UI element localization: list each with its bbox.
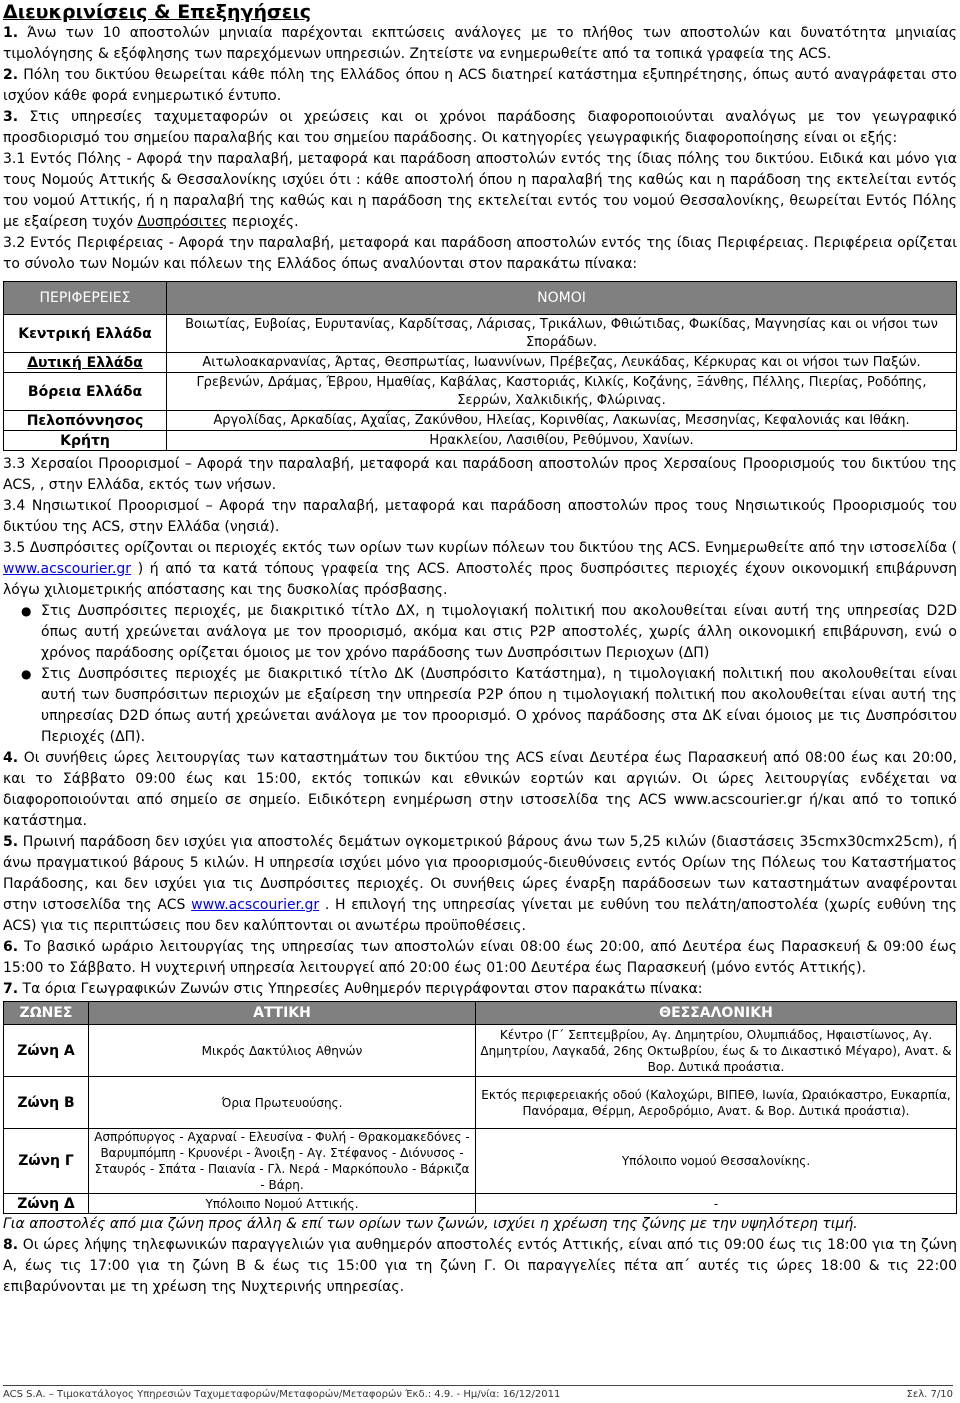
paragraph-2: 2. Πόλη του δικτύου θεωρείται κάθε πόλη της Ελλάδος όπου η ACS διατηρεί κατάστημα εξυπηρέτησης, όπως αυτό αναγράφεται στο ισχύον κάθε φορά ενημερωτικό έντυπο. [3,67,957,104]
regions-table [3,281,957,451]
table-row: Δυτική Ελλάδα Αιτωλοακαρνανίας, Άρτας, Θεσπρωτίας, Ιωαννίνων, Πρέβεζας, Λευκάδας, Κέρκυρας και οι νήσοι των Παξών. [4,353,957,373]
paragraph-8: 8. Οι ώρες λήψης τηλεφωνικών παραγγελιών για αυθημερόν αποστολές εντός Αττικής, είναι από τις 09:00 έως τις 18:00 για τη ζώνη Α, έως τις 17:00 για τη ζώνη Β & έως τις 15:00 για τη ζώνη Γ. Οι παραγγελίες πέτα απ΄ αυτές τις ώρες 18:00 & τις 22:00 επιβαρύνονται με τη χρέωση της Νυχτερινής υπηρεσίας. [3,1237,957,1295]
table-row: Ζώνη Γ Ασπρόπυργος - Αχαρναί - Ελευσίνα - Φυλή - Θρακομακεδόνες - Βαρυμπόμπη - Κρυονέρι - Άνοιξη - Αγ. Στέφανος - Διόνυσος - Σταυρός - Σπάτα - Παιανία - Γλ. Νερά - Μαρκόπουλο - Βάρκιζα - Βάρη. Υπόλοιπο νομού Θεσσαλονίκης. [4,1129,957,1194]
list-item: ● Στις Δυσπρόσιτες περιοχές, με διακριτικό τίτλο ΔΧ, η τιμολογιακή πολιτική που ακολουθείται είναι αυτή της υπηρεσίας D2D όπως αυτή χρεώνεται ανάλογα με τον προορισμό, ακόμα και στις P2P αποστολές, χωρίς άλλη οικονομική επιβάρυνση, ενώ ο χρόνος παράδοσης ορίζεται όμοιος με τον χρόνο παράδοσης των Δυσπρόσιτων Περιοχων (ΔΠ) [21,603,957,661]
paragraph-5: 5. Πρωινή παράδοση δεν ισχύει για αποστολές δεμάτων ογκομετρικού βάρους άνω των 5,25 κιλών (διαστάσεις 35cmx30cmx25cm), ή άνω πραγματικού βάρους 5 κιλών. Η υπηρεσία ισχύει μόνο για προορισμούς-διευθύνσεις εντός Ορίων της Πόλεως του Καταστήματος Παράδοσης, και δεν ισχύει για τις Δυσπρόσιτες περιοχές. Οι συνήθεις ώρες έναρξη παράδοσεων των καταστημάτων αναφέρονται στην ιστοσελίδα της ACS www.acscourier.gr . Η επιλογή της υπηρεσίας γίνεται με ευθύνη του πελάτη/αποστολέα (χωρίς ευθύνη της ACS) για τις περιπτώσεις που δεν καλύπτονται οι ανωτέρω προϋποθέσεις. [3,834,958,934]
footer-doc-info: ACS S.A. – Τιμοκατάλογος Υπηρεσιών Ταχυμεταφορών/Μεταφορών/Μεταφορών Έκδ.: 4.9. - Ημ/νία: 16/12/2011 [3,1389,561,1400]
bullet-icon: ● [21,604,32,618]
list-item: ● Στις Δυσπρόσιτες περιοχές με διακριτικό τίτλο ΔΚ (Δυσπρόσιτο Κατάστημα), η τιμολογιακή πολιτική που ακολουθείται είναι αυτή των δυσπρόσιτων περιοχών με εξαίρεση την υπηρεσία P2P όπου η τιμολογιακή πολιτική που ακολουθείται είναι αυτή της υπηρεσίας D2D όπως αυτή χρεώνεται ανάλογα με τον προορισμό. Ο χρόνος παράδοσης στα ΔΚ είναι όμοιος με τις Δυσπρόσιτου Περιοχές (ΔΠ). [21,666,957,745]
table-row: Ζώνη Α Μικρός Δακτύλιος Αθηνών Κέντρο (Γ΄ Σεπτεμβρίου, Αγ. Δημητρίου, Ολυμπιάδος, Ηφαιστίωνος, Αγ. Δημητρίου, Λαγκαδά, 26ης Οκτωβρίου, έως & το Δικαστικό Μέγαρο), Ανατ. & Βορ. Δυτικά προάστια. [4,1025,957,1077]
paragraph-3-3: 3.3 Χερσαίοι Προορισμοί – Αφορά την παραλαβή, μεταφορά και παράδοση αποστολών προς Χερσαίους Προορισμούς του δικτύου της ACS, , στην Ελλάδα, εκτός των νήσων. [3,456,957,493]
table-row: Πελοπόννησος Αργολίδας, Αρκαδίας, Αχαΐας, Ζακύνθου, Ηλείας, Κορινθίας, Λακωνίας, Μεσσηνίας, Κεφαλονιάς και Ιθάκη. [4,411,957,431]
paragraph-3-4: 3.4 Νησιωτικοί Προορισμοί – Αφορά την παραλαβή, μεταφορά και παράδοση αποστολών προς τους Νησιωτικούς Προορισμούς του δικτύου της ACS, στην Ελλάδα (νησιά). [3,498,957,535]
paragraph-7: 7. Τα όρια Γεωγραφικών Ζωνών στις Υπηρεσίες Αυθημερόν περιγράφονται στον παρακάτω πίνακα: [3,981,703,997]
document-page [3,0,957,1298]
zones-table [3,1001,957,1214]
paragraph-3-5: 3.5 Δυσπρόσιτες ορίζονται οι περιοχές εκτός των ορίων των κυρίων πόλεων του δικτύου της ACS. Ενημερωθείτε από την ιστοσελίδα ( www.acscourier.gr ) ή από τα κατά τόπους γραφεία της ACS. Αποστολές προς δυσπρόσιτες περιοχές έχουν οικονομική επιβάρυνση λόγω χιλιομετρικής απόστασης και της δυσκολίας πρόσβασης. [3,540,957,598]
zones-header: ΖΩΝΕΣ [4,1002,89,1025]
paragraph-4: 4. Οι συνήθεις ώρες λειτουργίας των καταστημάτων του δικτύου της ACS είναι Δευτέρα έως Παρασκευή από 08:00 έως και 20:00, και το Σάββατο 09:00 έως και 15:00, εκτός τοπικών και εθνικών εορτών και αργιών. Οι ώρες λειτουργίας ενδέχεται να διαφοροποιούνται από σημείο σε σημείο. Ειδικότερη ενημέρωση στην ιστοσελίδα της ACS www.acscourier.gr ή/και από το τοπικό κατάστημα. [3,750,957,829]
zones-note: Για αποστολές από μια ζώνη προς άλλη & επί των ορίων των ζωνών, ισχύει η χρέωση της ζώνης με την υψηλότερη τιμή. [3,1216,858,1232]
table-row: Ζώνη Β Όρια Πρωτευούσης. Εκτός περιφερειακής οδού (Καλοχώρι, ΒΙΠΕΘ, Ιωνία, Ωραιόκαστρο, Ευκαρπία, Πανόραμα, Θέρμη, Αεροδρόμιο, Ανατ. & Βορ. Δυτικά προάστια). [4,1077,957,1129]
attiki-header: ΑΤΤΙΚΗ [89,1002,476,1025]
paragraph-3: 3. Στις υπηρεσίες ταχυμεταφορών οι χρεώσεις και οι χρόνοι παράδοσης διαφοροποιούνται αναλόγως με τον γεωγραφικό προσδιορισμό του σημείου παραλαβής και του σημείου παράδοσης. Οι κατηγορίες γεωγραφικής διαφοροποίησης είναι οι εξής: [3,109,957,146]
footer-page-number: Σελ. 7/10 [906,1389,953,1400]
paragraph-3-1: 3.1 Εντός Πόλης - Αφορά την παραλαβή, μεταφορά και παράδοση αποστολών εντός της ίδιας πόλης του δικτύου. Ειδικά και μόνο για τους Νομούς Αττικής & Θεσσαλονίκης ισχύει ότι : κάθε αποστολή όπου η παραλαβή της καθώς και η παράδοση της εκτελείται εντός του νομού Αττικής, ή η παραλαβή της καθώς και η παράδοση της εκτελείται εντός του νομού Θεσσαλονίκης, θεωρείται Εντός Πόλης με εξαίρεση τυχόν Δυσπρόσιτες περιοχές. [3,151,957,230]
acs-website-link[interactable]: www.acscourier.gr [191,897,320,913]
bullet-icon: ● [21,667,32,681]
remote-areas-list [3,601,957,748]
page-footer [3,1385,953,1403]
table-row: Ζώνη Δ Υπόλοιπο Νομού Αττικής. - [4,1194,957,1214]
paragraph-3-2: 3.2 Εντός Περιφέρειας - Αφορά την παραλαβή, μεταφορά και παράδοση αποστολών εντός της ίδιας Περιφέρειας. Περιφέρεια ορίζεται το σύνολο των Νομών και πόλεων της Ελλάδος όπως αναλύονται στον παρακάτω πίνακα: [3,235,957,272]
table-row: Κεντρική Ελλάδα Βοιωτίας, Ευβοίας, Ευρυτανίας, Καρδίτσας, Λάρισας, Τρικάλων, Φθιώτιδας, Φωκίδας, Μαγνησίας και οι νήσοι των Σποράδων. [4,315,957,353]
table-row: Κρήτη Ηρακλείου, Λασιθίου, Ρεθύμνου, Χανίων. [4,431,957,451]
paragraph-6: 6. Το βασικό ωράριο λειτουργίας της υπηρεσίας των αποστολών είναι 08:00 έως 20:00, από Δευτέρα έως Παρασκευή & 09:00 έως 15:00 το Σάββατο. Η νυχτερινή υπηρεσία λειτουργεί από 20:00 έως 01:00 Δευτέρα έως Παρασκευή (μόνο εντός Αττικής). [3,939,957,976]
acs-website-link[interactable]: www.acscourier.gr [3,561,132,577]
regions-header: ΠΕΡΙΦΕΡΕΙΕΣ [4,282,167,315]
thessaloniki-header: ΘΕΣΣΑΛΟΝΙΚΗ [476,1002,957,1025]
paragraph-1: 1. Άνω των 10 αποστολών μηνιαία παρέχονται εκπτώσεις ανάλογες με το πλήθος των αποστολών και δυνατότητα μηνιαίας τιμολόγησης & εξόφλησης των παρεχόμενων υπηρεσιών. Ζητείστε να ενημερωθείτε από τα τοπικά γραφεία της ACS. [3,25,957,62]
prefectures-header: ΝΟΜΟΙ [167,282,957,315]
table-row: Βόρεια Ελλάδα Γρεβενών, Δράμας, Έβρου, Ημαθίας, Καβάλας, Καστοριάς, Κιλκίς, Κοζάνης, Ξάνθης, Πέλλης, Πιερίας, Ροδόπης, Σερρών, Χαλκιδικής, Φλώρινας. [4,373,957,411]
page-title: Διευκρινίσεις & Επεξηγήσεις [3,1,312,23]
